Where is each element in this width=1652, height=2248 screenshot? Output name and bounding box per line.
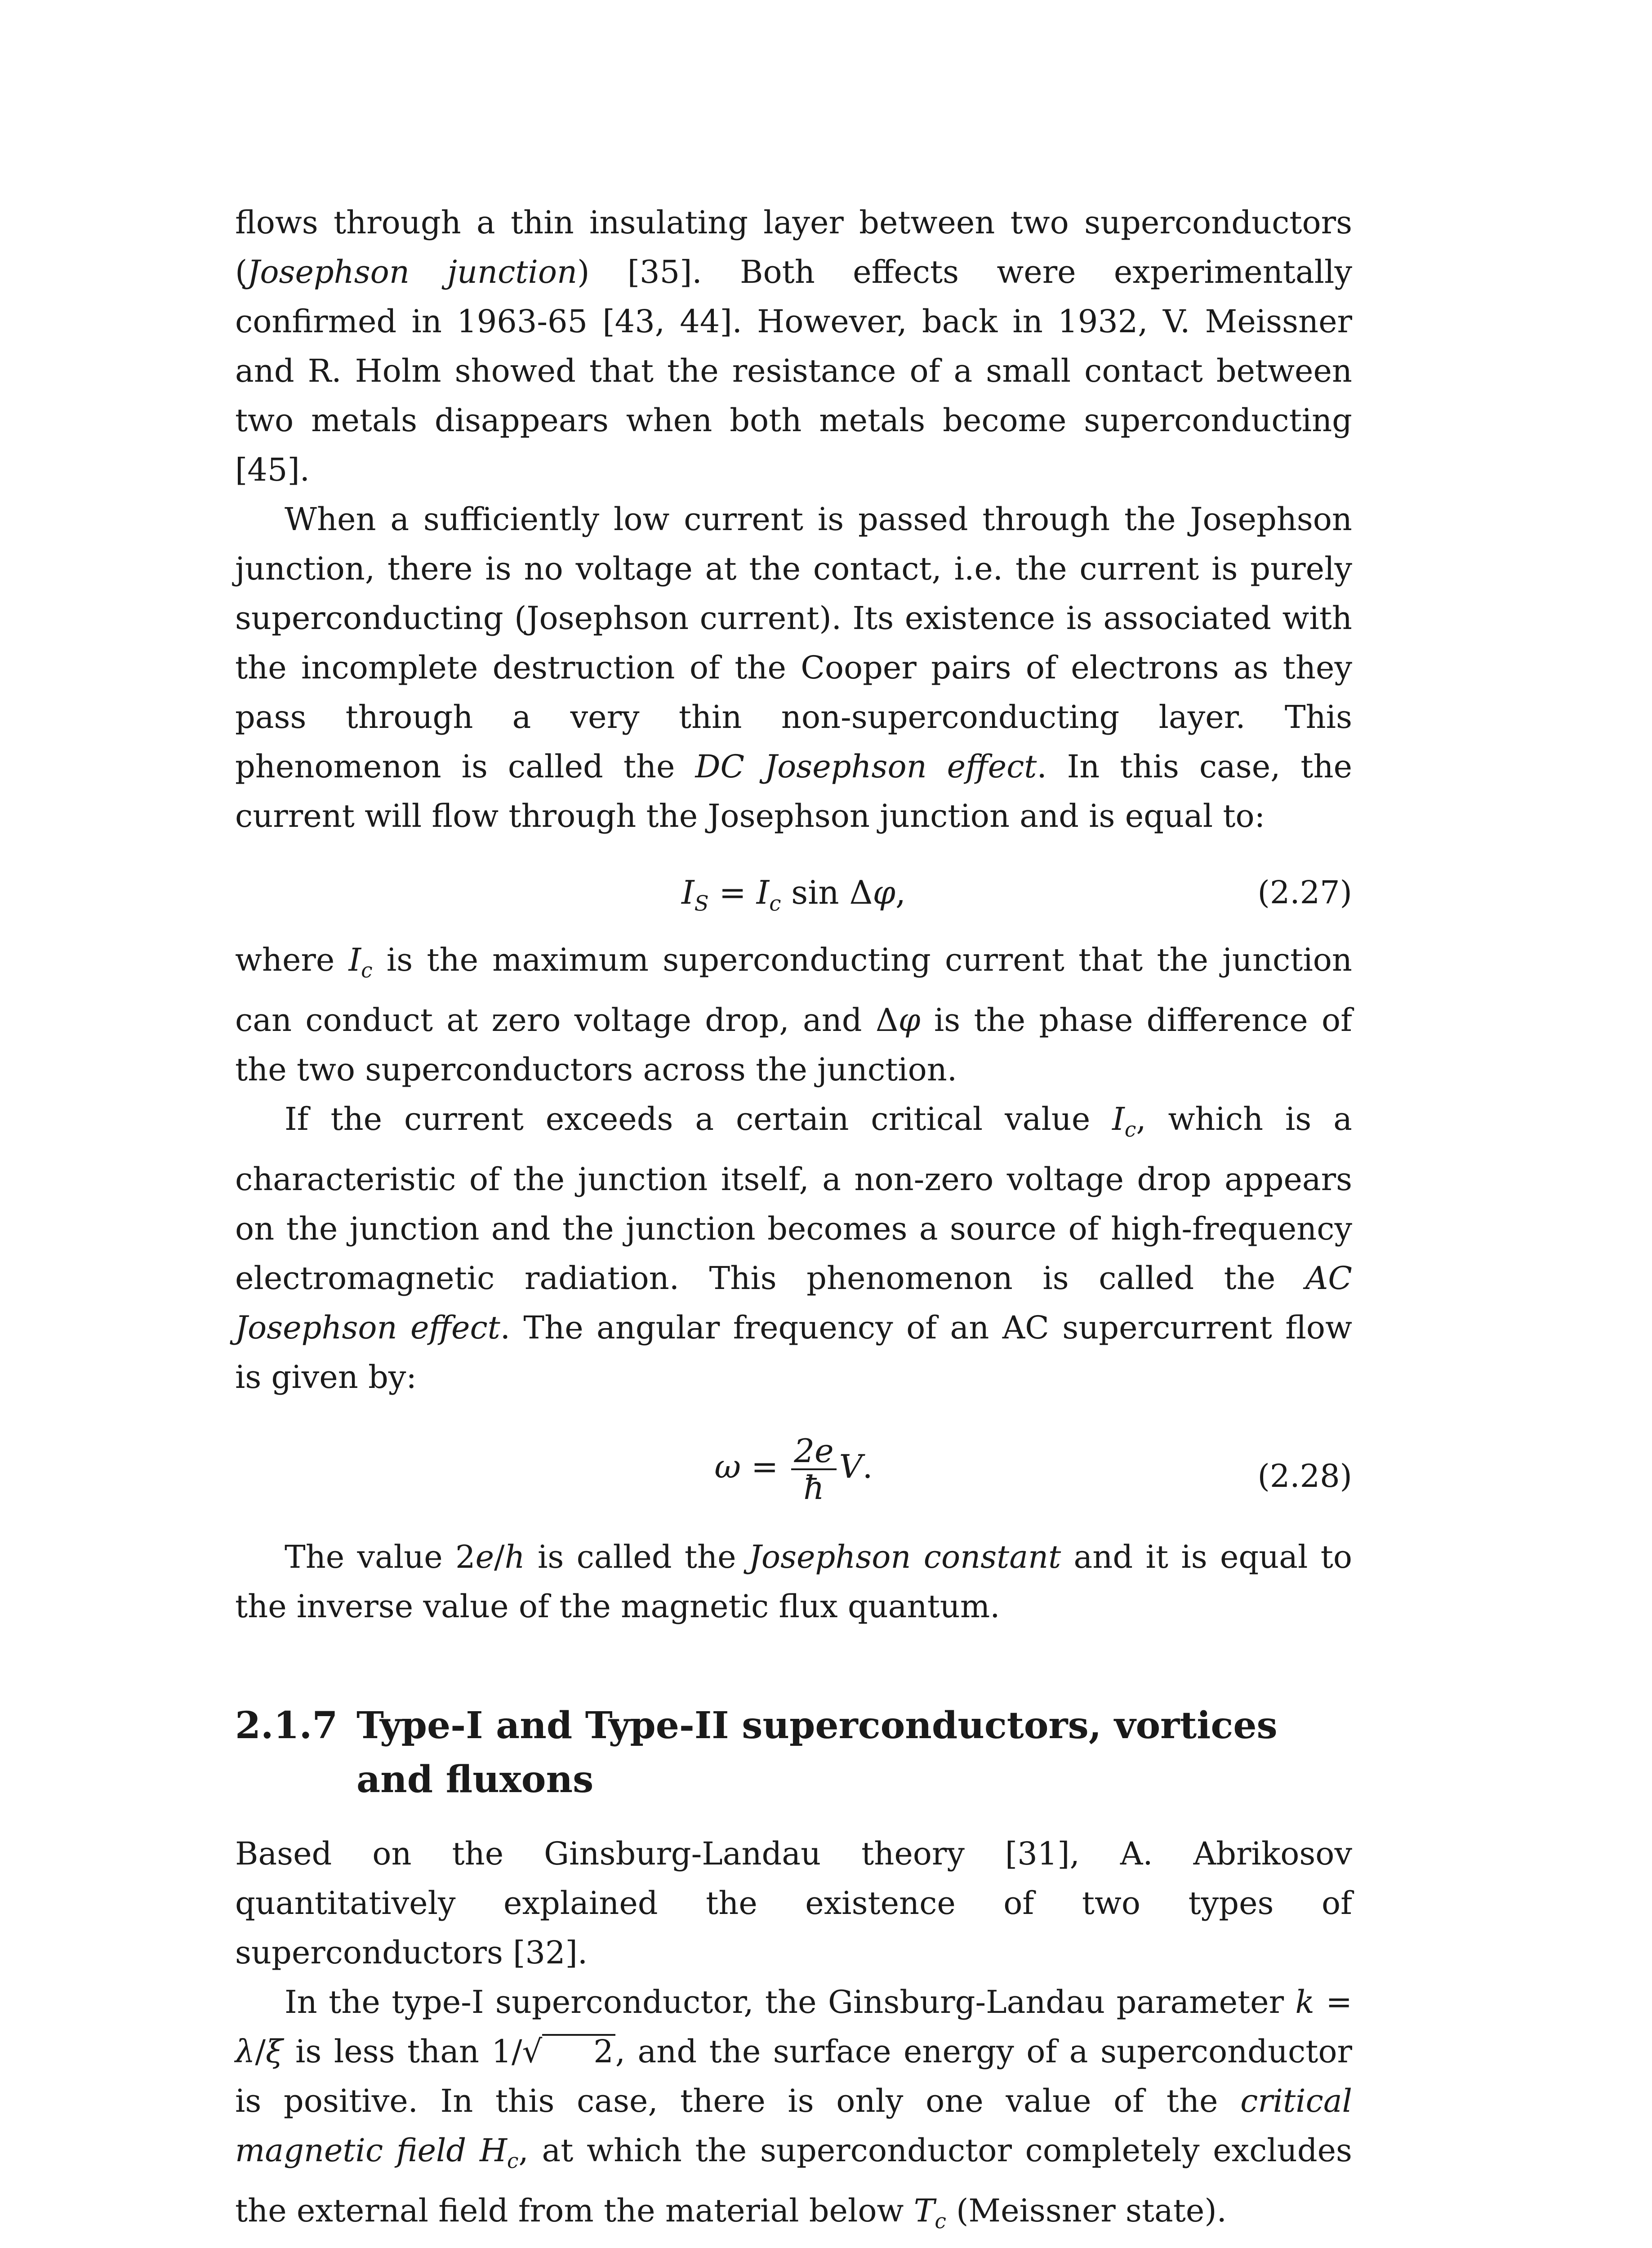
equation-number: (2.27) <box>1257 874 1352 911</box>
text: In the type-I superconductor, the Ginsburg-Landau parameter <box>285 1984 1296 2021</box>
fraction <box>791 1433 836 1505</box>
text: If the current exceeds a certain critical value <box>285 1101 1113 1137</box>
text: and it is equal to the inverse value of the magnetic flux quantum. <box>235 1539 1353 1625</box>
text: Based on the Ginsburg-Landau theory [31], A. Abrikosov quantitatively explained the existence of two types of superconductors [32]. <box>235 1835 1352 1971</box>
fraction-numerator: 2e <box>791 1433 836 1470</box>
paragraph-4 <box>235 1094 1352 1402</box>
inline-subscript: c <box>935 2209 946 2233</box>
inline-symbol: h <box>504 1539 525 1575</box>
text: (Meissner state). <box>946 2192 1227 2229</box>
text: . The angular frequency of an AC supercurrent flow is given by: <box>235 1309 1352 1396</box>
eq-punct: . <box>862 1448 873 1485</box>
paragraph-1 <box>235 198 1352 495</box>
equation-body <box>235 1433 1352 1505</box>
text: is the maximum superconducting current that the junction can conduct at zero voltage drop, and Δ <box>235 941 1352 1039</box>
eq-punct: , <box>895 874 906 911</box>
eq-operator: = <box>708 874 757 911</box>
section-heading <box>235 1699 1352 1806</box>
inline-symbol: ξ <box>265 2033 283 2070</box>
equation-body <box>235 868 1352 928</box>
fraction-denominator: ħ <box>803 1469 824 1507</box>
section-number: 2.1.7 <box>235 1704 338 1747</box>
inline-subscript: c <box>507 2149 519 2173</box>
text: ) [35]. Both effects were experimentally confirmed in 1963-65 [43, 44]. However, back in 1932, V. Meissner and R. Holm showed that the resistance of a small contact between two metals disappears when both metals become superconducting [45]. <box>235 254 1352 488</box>
text: is called the <box>525 1539 749 1575</box>
inline-operator: / <box>255 2033 266 2070</box>
text: When a sufficiently low current is passed through the Josephson junction, there is no voltage at the contact, i.e. the current is purely superconducting (Josephson current). Its existence is associated with the incomplete destruction of the Cooper pairs of electrons as they pass through a very thin non-superconducting layer. This phenomenon is called the <box>235 501 1352 785</box>
inline-symbol: T <box>913 2192 935 2229</box>
inline-subscript: c <box>361 959 373 982</box>
text: where <box>235 941 349 978</box>
inline-operator: / <box>494 1539 505 1575</box>
text: is less than 1/√ <box>283 2033 543 2070</box>
paragraph-3 <box>235 935 1352 1094</box>
sqrt-radicand: 2 <box>542 2034 615 2067</box>
text: , which is a characteristic of the junction itself, a non-zero voltage drop appears on the junction and the junction becomes a source of high-frequency electromagnetic radiation. This phenomenon is called the <box>235 1101 1352 1297</box>
text: The value 2 <box>285 1539 476 1575</box>
equation-number: (2.28) <box>1257 1458 1352 1494</box>
term-ac-josephson-effect: AC Josephson effect <box>235 1260 1352 1346</box>
inline-symbol: I <box>1112 1101 1125 1137</box>
eq-operator: = <box>741 1448 789 1485</box>
text: . In this case, the current will flow through the Josephson junction and is equal to: <box>235 748 1352 834</box>
text: , at which the superconductor completely excludes the external field from the material below <box>235 2132 1352 2229</box>
inline-symbol: e <box>475 1539 494 1575</box>
term-critical-magnetic-field: critical magnetic field <box>235 2083 1352 2169</box>
eq-symbol: φ <box>873 874 895 911</box>
eq-symbol: ω <box>714 1448 741 1485</box>
inline-symbol: I <box>348 941 361 978</box>
inline-subscript: c <box>1124 1118 1136 1142</box>
inline-symbol: k <box>1295 1984 1314 2021</box>
paragraph-5 <box>235 1532 1352 1631</box>
eq-function: sin Δ <box>781 874 873 911</box>
inline-symbol: φ <box>898 1002 921 1039</box>
text: flows through a thin insulating layer between two superconductors ( <box>235 204 1352 290</box>
page-body <box>235 198 1352 2246</box>
term-josephson-constant: Josephson constant <box>748 1539 1061 1575</box>
inline-symbol: λ <box>235 2033 255 2070</box>
eq-symbol: V <box>839 1448 863 1485</box>
equation-2-27 <box>235 859 1352 926</box>
section-title: Type-I and Type-II superconductors, vortices and fluxons <box>356 1704 1278 1801</box>
eq-subscript: S <box>694 892 709 916</box>
paragraph-6 <box>235 1829 1352 1977</box>
text: , and the surface energy of a superconductor is positive. In this case, there is only one value of the <box>235 2033 1352 2119</box>
term-josephson-junction: Josephson junction <box>247 254 578 290</box>
eq-subscript: c <box>769 892 781 916</box>
inline-operator: = <box>1314 1984 1353 2021</box>
eq-symbol: I <box>756 874 770 911</box>
inline-symbol: H <box>479 2132 508 2169</box>
paragraph-2 <box>235 495 1352 841</box>
equation-2-28 <box>235 1420 1352 1523</box>
term-dc-josephson-effect: DC Josephson effect <box>695 748 1037 785</box>
eq-symbol: I <box>681 874 695 911</box>
paragraph-7 <box>235 1977 1352 2246</box>
text: is the phase difference of the two superconductors across the junction. <box>235 1002 1352 1088</box>
